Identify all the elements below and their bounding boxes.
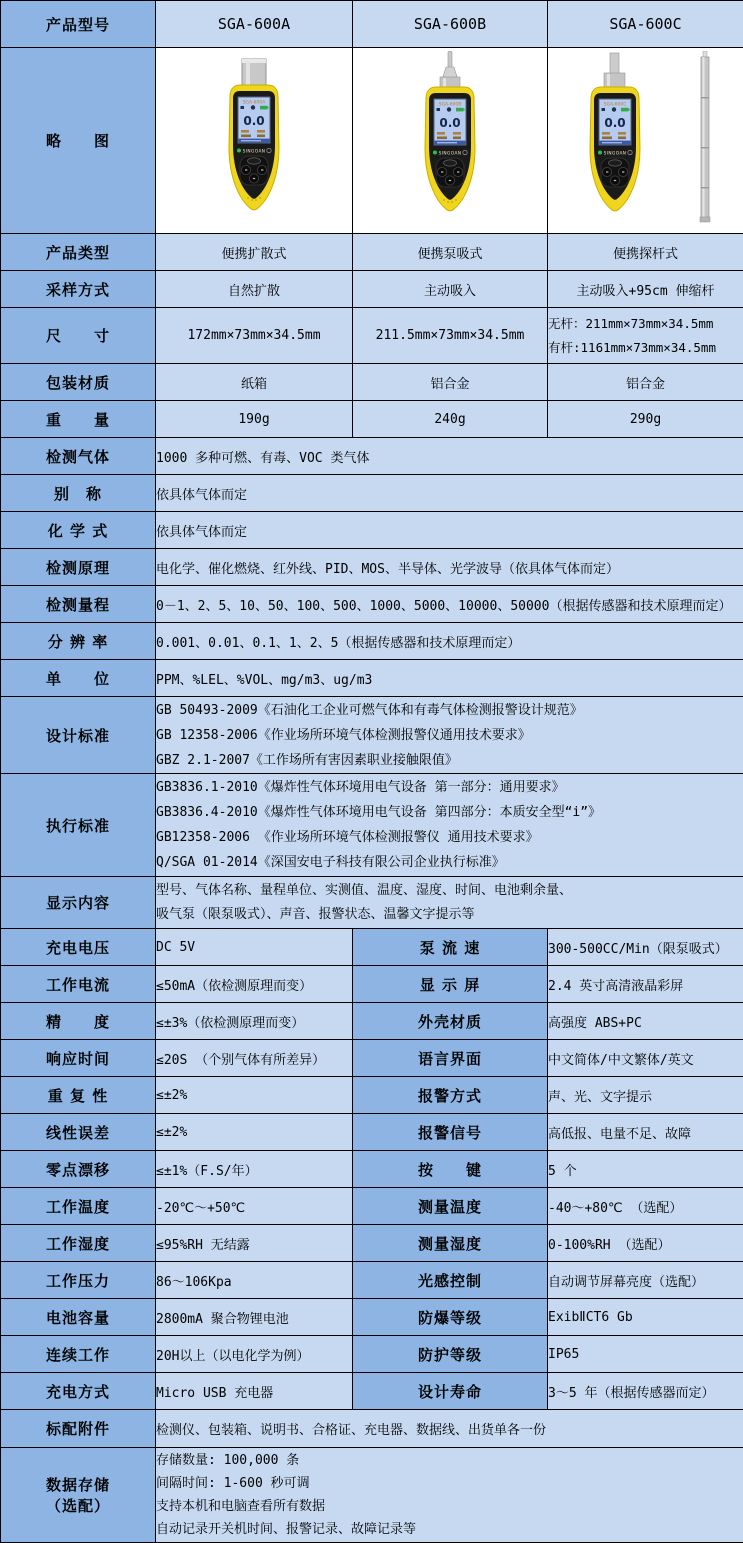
spec-pair-row <box>1 1336 743 1373</box>
spec-pair-row <box>1 929 743 966</box>
screen-detail <box>453 132 461 135</box>
full-row-value: PPM、%LEL、%VOL、mg/m3、ug/m3 <box>156 660 743 697</box>
spec-label: 工作湿度 <box>1 1225 156 1262</box>
row-label-data-storage <box>1 1448 156 1543</box>
full-row-value: 依具体气体而定 <box>156 512 743 549</box>
spec-value: 2.4 英寸高清液晶彩屏 <box>548 966 743 1003</box>
storage-line: 间隔时间: 1-600 秒可调 <box>156 1472 743 1495</box>
storage-line: 支持本机和电脑查看所有数据 <box>156 1495 743 1518</box>
spec-label: 测量温度 <box>353 1188 548 1225</box>
model-name-sga600a: SGA-600A <box>156 1 353 48</box>
row-label: 分 辨 率 <box>1 623 156 660</box>
spec-value: 声、光、文字提示 <box>548 1077 743 1114</box>
spec-value: 300-500CC/Min（限泵吸式） <box>548 929 743 966</box>
spec-value: 2800mA 聚合物锂电池 <box>156 1299 353 1336</box>
speaker-icon <box>241 106 245 109</box>
storage-label-line: （选配） <box>1 1495 155 1516</box>
dimension-line: 有杆:1161mm×73mm×34.5mm <box>548 336 743 360</box>
device-image-sga600b <box>353 48 548 234</box>
compare-value: 便携泵吸式 <box>353 234 548 271</box>
spec-label: 防爆等级 <box>353 1299 548 1336</box>
compare-value: 铝合金 <box>353 364 548 401</box>
screen-detail <box>241 130 249 133</box>
row-label: 别 称 <box>1 475 156 512</box>
brand-label: SINGOAN <box>603 150 626 156</box>
screen-model-label: SGA-600C <box>603 101 626 107</box>
spec-label: 充电电压 <box>1 929 156 966</box>
sketch-row <box>1 48 743 234</box>
menu-button <box>444 159 457 165</box>
spec-pair-row <box>1 1151 743 1188</box>
fan-icon <box>611 107 615 111</box>
inlet-cap <box>242 59 266 86</box>
full-row-value-multiline <box>156 877 743 929</box>
battery-icon <box>456 107 465 111</box>
spec-pair-row <box>1 1077 743 1114</box>
compare-value: 铝合金 <box>548 364 743 401</box>
full-row-value-multiline <box>156 774 743 877</box>
row-execution-standards <box>1 774 743 877</box>
standard-line: Q/SGA 01-2014《深国安电子科技有限公司企业执行标准》 <box>156 850 743 875</box>
button-cluster <box>436 158 464 187</box>
compare-value: 主动吸入+95cm 伸缩杆 <box>548 271 743 308</box>
screen-detail <box>241 134 251 137</box>
gas-detector-pump-illustration <box>390 51 510 227</box>
row-label: 单 位 <box>1 660 156 697</box>
screen-detail <box>257 130 265 133</box>
screen-model-label: SGA-600B <box>439 101 462 107</box>
row-label: 尺 寸 <box>1 308 156 364</box>
standard-line: GB 12358-2006《作业场所环境气体检测报警仪通用技术要求》 <box>156 723 743 748</box>
storage-line: 存储数量: 100,000 条 <box>156 1449 743 1472</box>
lcd-screen <box>238 97 270 143</box>
compare-value: 自然扩散 <box>156 271 353 308</box>
row-label: 包装材质 <box>1 364 156 401</box>
menu-button <box>248 157 261 163</box>
standard-line: GB 50493-2009《石油化工企业可燃气体和有毒气体检测报警设计规范》 <box>156 698 743 723</box>
screen-detail <box>437 136 447 139</box>
spec-value: ≤±2% <box>156 1077 353 1114</box>
row-weight <box>1 401 743 438</box>
row-data-storage <box>1 1448 743 1543</box>
screen-model-label: SGA-600A <box>243 99 267 105</box>
led-indicator <box>433 150 437 154</box>
led-indicator <box>237 148 241 152</box>
display-content-line: 吸气泵（限泵吸式）、声音、报警状态、温馨文字提示等 <box>156 903 743 927</box>
spec-value: 86～106Kpa <box>156 1262 353 1299</box>
full-row-value: 0.001、0.01、0.1、1、2、5（根据传感器和技术原理而定） <box>156 623 743 660</box>
gas-reading: 0.0 <box>604 116 625 130</box>
row-standard-accessories <box>1 1410 743 1448</box>
gas-detector-probe-illustration <box>555 51 737 227</box>
row-alias <box>1 475 743 512</box>
screen-time-text <box>437 142 457 143</box>
row-detection-principle <box>1 549 743 586</box>
row-dimensions <box>1 308 743 364</box>
display-content-line: 型号、气体名称、量程单位、实测值、温度、湿度、时间、电池剩余量、 <box>156 879 743 903</box>
menu-button <box>608 159 621 165</box>
spec-value: 5 个 <box>548 1151 743 1188</box>
spec-value: IP65 <box>548 1336 743 1373</box>
spec-pair-row <box>1 966 743 1003</box>
spec-value: ≤±3%（依检测原理而变） <box>156 1003 353 1040</box>
accessories-value: 检测仪、包装箱、说明书、合格证、充电器、数据线、出货单各一份 <box>156 1410 743 1448</box>
model-name-sga600b: SGA-600B <box>353 1 548 48</box>
screen-detail <box>618 136 626 139</box>
row-label: 检测原理 <box>1 549 156 586</box>
spec-label: 语言界面 <box>353 1040 548 1077</box>
spec-label: 设计寿命 <box>353 1373 548 1410</box>
spec-label: 防护等级 <box>353 1336 548 1373</box>
row-label: 产品类型 <box>1 234 156 271</box>
speaker-icon <box>437 108 441 111</box>
compare-value: 172mm×73mm×34.5mm <box>156 308 353 364</box>
spec-label: 显 示 屏 <box>353 966 548 1003</box>
row-resolution <box>1 623 743 660</box>
compare-value: 便携探杆式 <box>548 234 743 271</box>
row-label-product-model: 产品型号 <box>1 1 156 48</box>
led-indicator <box>598 150 602 154</box>
compare-value: 190g <box>156 401 353 438</box>
battery-icon <box>260 105 269 109</box>
spec-label: 电池容量 <box>1 1299 156 1336</box>
spec-value: 中文简体/中文繁体/英文 <box>548 1040 743 1077</box>
row-label: 化 学 式 <box>1 512 156 549</box>
brand-label: SINGOAN <box>243 148 266 154</box>
spec-pair-row <box>1 1114 743 1151</box>
pump-probe <box>440 51 460 88</box>
row-detection-range <box>1 586 743 623</box>
row-product-type <box>1 234 743 271</box>
spec-label: 测量湿度 <box>353 1225 548 1262</box>
fan-icon <box>447 107 451 111</box>
compare-value: 290g <box>548 401 743 438</box>
spec-value: 高低报、电量不足、故障 <box>548 1114 743 1151</box>
gas-reading: 0.0 <box>439 116 460 130</box>
screen-detail <box>618 132 626 135</box>
telescopic-rod <box>700 51 710 222</box>
device-image-sga600c <box>548 48 743 234</box>
standard-line: GB3836.4-2010《爆炸性气体环境用电气设备 第四部分：本质安全型“i”》 <box>156 800 743 825</box>
storage-line: 自动记录开关机时间、报警记录、故障记录等 <box>156 1518 743 1541</box>
row-chemical-formula <box>1 512 743 549</box>
compare-value: 211.5mm×73mm×34.5mm <box>353 308 548 364</box>
spec-value: DC 5V <box>156 929 353 966</box>
row-label: 检测量程 <box>1 586 156 623</box>
row-label: 采样方式 <box>1 271 156 308</box>
row-detected-gases <box>1 438 743 475</box>
full-row-value: 电化学、催化燃烧、红外线、PID、MOS、半导体、光学波导（依具体气体而定） <box>156 549 743 586</box>
spec-label: 精 度 <box>1 1003 156 1040</box>
sampling-tube <box>604 53 625 87</box>
screen-detail <box>257 134 265 137</box>
spec-pair-row <box>1 1188 743 1225</box>
spec-label: 报警信号 <box>353 1114 548 1151</box>
button-cluster <box>601 158 629 187</box>
gas-detector-diffusion-illustration <box>194 51 314 227</box>
spec-label: 工作压力 <box>1 1262 156 1299</box>
screen-detail <box>453 136 461 139</box>
spec-label: 工作电流 <box>1 966 156 1003</box>
device-image-sga600a <box>156 48 353 234</box>
spec-label: 按 键 <box>353 1151 548 1188</box>
spec-value: 自动调节屏幕亮度（选配） <box>548 1262 743 1299</box>
row-label: 标配附件 <box>1 1410 156 1448</box>
spec-value: Micro USB 充电器 <box>156 1373 353 1410</box>
spec-value: -40～+80℃ （选配） <box>548 1188 743 1225</box>
compare-value-multiline <box>548 308 743 364</box>
screen-detail <box>602 132 610 135</box>
spec-value: ≤50mA（依检测原理而变） <box>156 966 353 1003</box>
gas-reading: 0.0 <box>243 114 264 128</box>
model-name-sga600c: SGA-600C <box>548 1 743 48</box>
storage-label-line: 数据存储 <box>1 1474 155 1495</box>
screen-time-text <box>602 142 622 143</box>
row-label: 重 量 <box>1 401 156 438</box>
row-label: 执行标准 <box>1 774 156 877</box>
storage-value-multiline <box>156 1448 743 1543</box>
full-row-value: 1000 多种可燃、有毒、VOC 类气体 <box>156 438 743 475</box>
dimension-line: 无杆：211mm×73mm×34.5mm <box>548 312 743 336</box>
row-sampling-method <box>1 271 743 308</box>
screen-time-text <box>241 140 261 141</box>
spec-value: 0-100%RH （选配） <box>548 1225 743 1262</box>
row-label: 设计标准 <box>1 697 156 774</box>
spec-value: 3～5 年（根据传感器而定） <box>548 1373 743 1410</box>
compare-value: 纸箱 <box>156 364 353 401</box>
compare-value: 主动吸入 <box>353 271 548 308</box>
row-label-sketch: 略 图 <box>1 48 156 234</box>
full-row-value-multiline <box>156 697 743 774</box>
spec-value: ≤20S （个别气体有所差异） <box>156 1040 353 1077</box>
brand-label: SINGOAN <box>439 150 462 156</box>
row-display-content <box>1 877 743 929</box>
row-units <box>1 660 743 697</box>
spec-label: 响应时间 <box>1 1040 156 1077</box>
compare-value: 240g <box>353 401 548 438</box>
full-row-value: 0－1、2、5、10、50、100、500、1000、5000、10000、50000（根据传感器和技术原理而定） <box>156 586 743 623</box>
button-cluster <box>240 156 268 185</box>
spec-pair-row <box>1 1040 743 1077</box>
spec-label: 零点漂移 <box>1 1151 156 1188</box>
row-label: 检测气体 <box>1 438 156 475</box>
spec-value: -20℃～+50℃ <box>156 1188 353 1225</box>
spec-pair-row <box>1 1299 743 1336</box>
spec-value: ExibⅡCT6 Gb <box>548 1299 743 1336</box>
row-design-standards <box>1 697 743 774</box>
lcd-screen <box>599 99 631 145</box>
screen-detail <box>437 132 445 135</box>
spec-label: 光感控制 <box>353 1262 548 1299</box>
model-row <box>1 1 743 48</box>
standard-line: GB12358-2006 《作业场所环境气体检测报警仪 通用技术要求》 <box>156 825 743 850</box>
spec-label: 工作温度 <box>1 1188 156 1225</box>
spec-pair-row <box>1 1003 743 1040</box>
spec-value: ≤95%RH 无结露 <box>156 1225 353 1262</box>
screen-detail <box>602 136 612 139</box>
spec-label: 报警方式 <box>353 1077 548 1114</box>
spec-label: 重 复 性 <box>1 1077 156 1114</box>
spec-pair-row <box>1 1373 743 1410</box>
fan-icon <box>251 105 255 109</box>
spec-label: 连续工作 <box>1 1336 156 1373</box>
row-packaging-material <box>1 364 743 401</box>
standard-line: GBZ 2.1-2007《工作场所有害因素职业接触限值》 <box>156 748 743 773</box>
spec-value: ≤±1%（F.S/年） <box>156 1151 353 1188</box>
full-row-value: 依具体气体而定 <box>156 475 743 512</box>
spec-pair-row <box>1 1225 743 1262</box>
spec-value: ≤±2% <box>156 1114 353 1151</box>
standard-line: GB3836.1-2010《爆炸性气体环境用电气设备 第一部分：通用要求》 <box>156 775 743 800</box>
spec-label: 充电方式 <box>1 1373 156 1410</box>
lcd-screen <box>434 99 466 145</box>
spec-value: 高强度 ABS+PC <box>548 1003 743 1040</box>
speaker-icon <box>601 108 605 111</box>
spec-pair-row <box>1 1262 743 1299</box>
spec-label: 泵 流 速 <box>353 929 548 966</box>
battery-icon <box>621 107 630 111</box>
spec-value: 20H以上（以电化学为例） <box>156 1336 353 1373</box>
spec-label: 外壳材质 <box>353 1003 548 1040</box>
compare-value: 便携扩散式 <box>156 234 353 271</box>
spec-label: 线性误差 <box>1 1114 156 1151</box>
row-label: 显示内容 <box>1 877 156 929</box>
